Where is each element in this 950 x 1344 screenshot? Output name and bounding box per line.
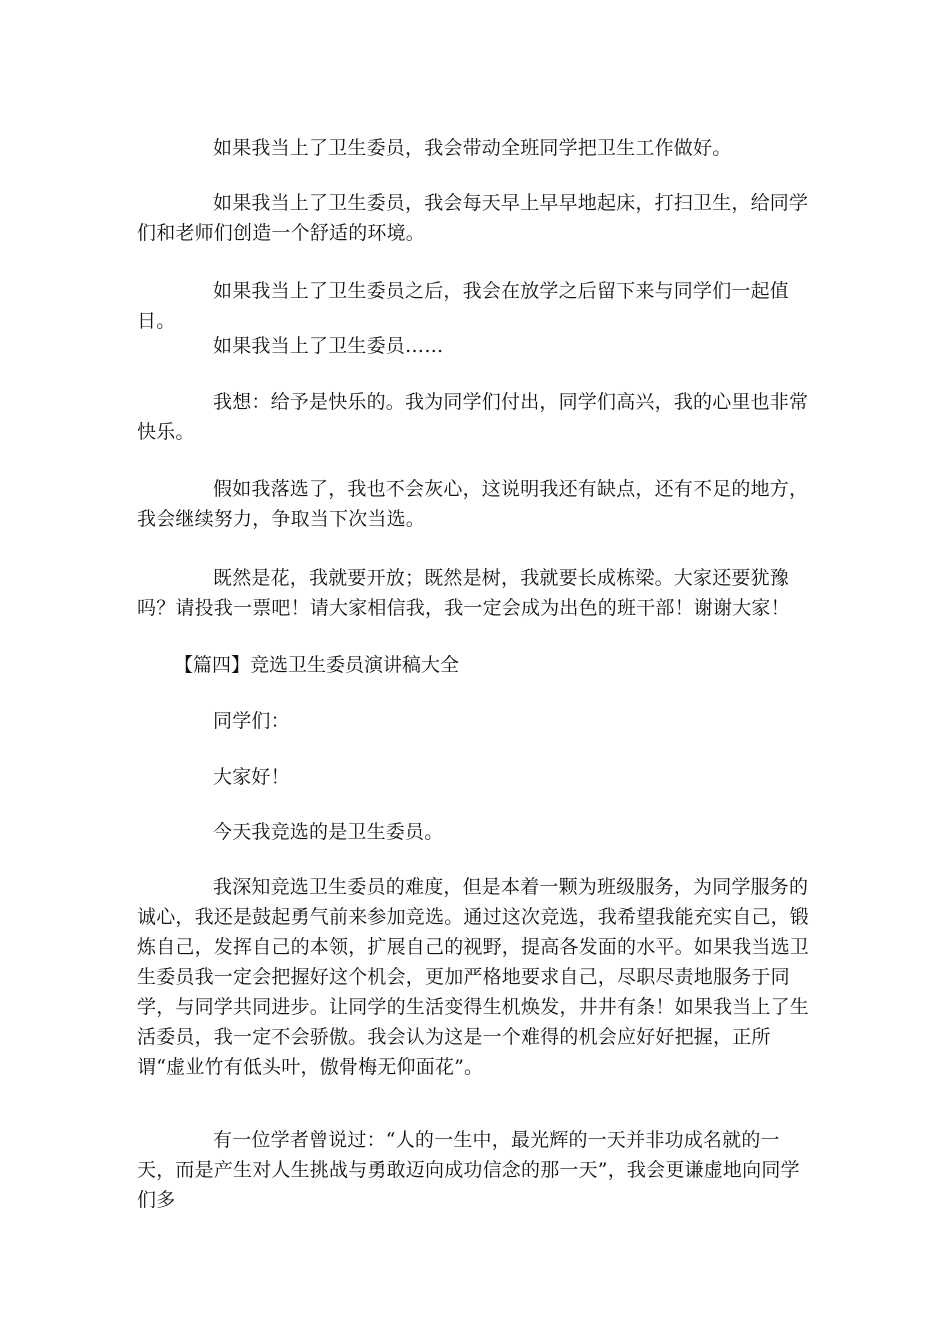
paragraph: 今天我竞选的是卫生委员。 <box>213 821 444 843</box>
paragraph: 既然是花，我就要开放；既然是树，我就要长成栋梁。大家还要犹豫吗？请投我一票吧！请大家相信我，我一定会成为出色的班干部！谢谢大家！ <box>137 567 790 619</box>
paragraph: 如果我当上了卫生委员，我会每天早上早早地起床，打扫卫生，给同学们和老师们创造一个舒适的环境。 <box>137 192 809 244</box>
paragraph: 如果我当上了卫生委员之后，我会在放学之后留下来与同学们一起值日。 <box>137 280 790 332</box>
paragraph: 我深知竞选卫生委员的难度，但是本着一颗为班级服务，为同学服务的诚心，我还是鼓起勇气前来参加竞选。通过这次竞选，我希望我能充实自己，锻炼自己，发挥自己的本领，扩展自己的视野，提高各发面的水平。如果我当选卫生委员我一定会把握好这个机会，更加严格地要求自己，尽职尽责地服务于同学，与同学共同进步。让同学的生活变得生机焕发，井井有条！如果我当上了生活委员，我一定不会骄傲。我会认为这是一个难得的机会应好好把握，正所谓“虚业竹有低头叶，傲骨梅无仰面花”。 <box>137 876 810 1078</box>
paragraph: 假如我落选了，我也不会灰心，这说明我还有缺点，还有不足的地方，我会继续努力，争取当下次当选。 <box>137 478 809 530</box>
paragraph: 如果我当上了卫生委员…… <box>213 335 444 357</box>
paragraph: 同学们： <box>213 710 290 732</box>
paragraph: 我想：给予是快乐的。我为同学们付出，同学们高兴，我的心里也非常快乐。 <box>137 391 809 443</box>
paragraph: 有一位学者曾说过：“人的一生中，最光辉的一天并非功成名就的一天，而是产生对人生挑战与勇敢迈向成功信念的那一天”，我会更谦虚地向同学们多 <box>137 1129 800 1211</box>
section-heading: 【篇四】竞选卫生委员演讲稿大全 <box>174 654 460 676</box>
paragraph: 如果我当上了卫生委员，我会带动全班同学把卫生工作做好。 <box>213 137 732 159</box>
paragraph: 大家好！ <box>213 766 290 788</box>
